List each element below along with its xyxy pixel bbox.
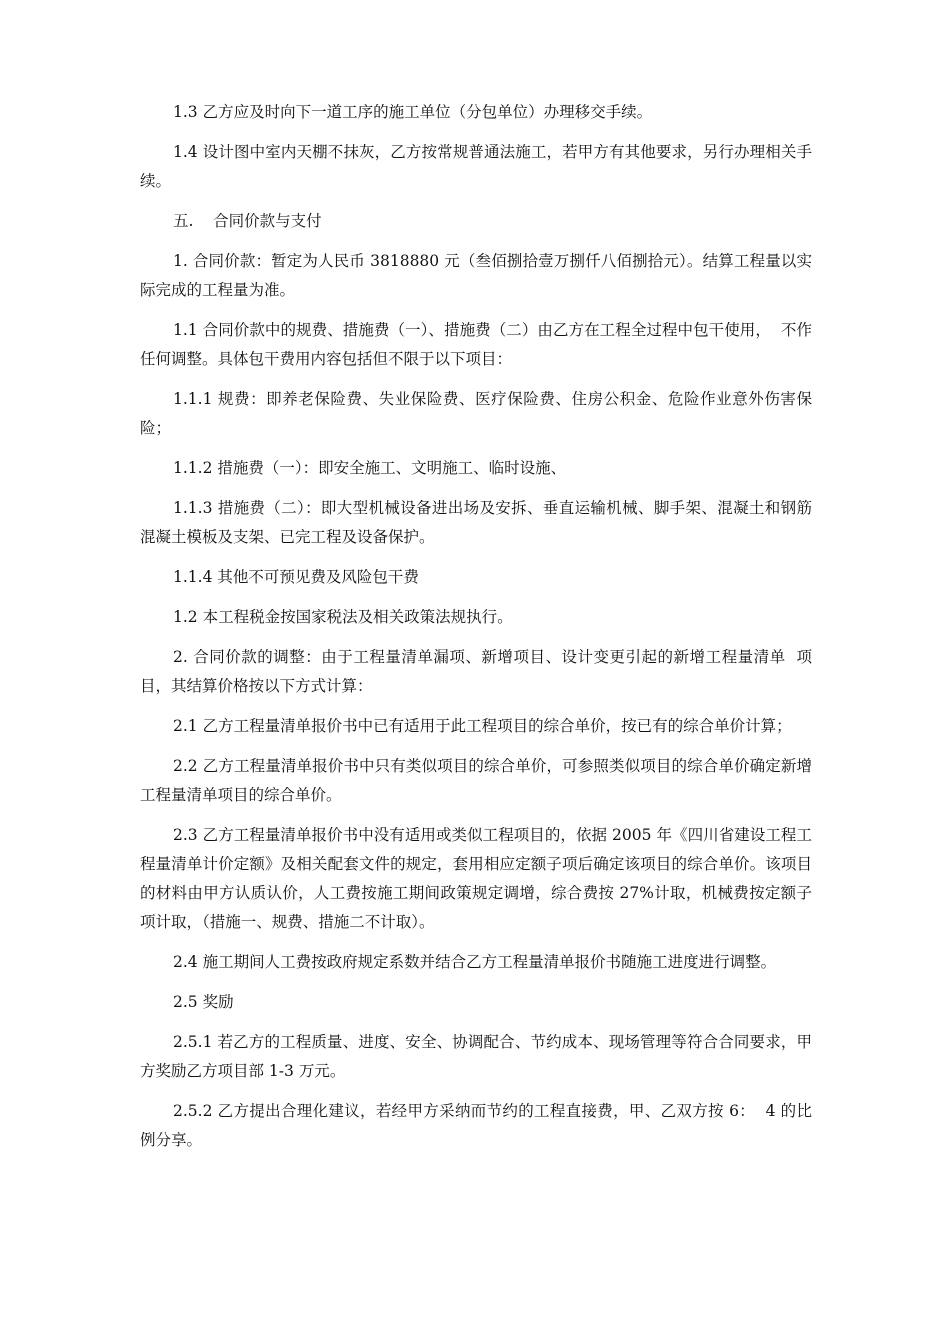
paragraph-1-1-4: 1.1.4 其他不可预见费及风险包干费 (173, 568, 419, 586)
section-heading-5: 五. 合同价款与支付 (173, 212, 322, 230)
paragraph-1-1-1: 1.1.1 规费：即养老保险费、失业保险费、医疗保险费、住房公积金、危险作业意外伤害保险； (140, 390, 812, 437)
paragraph-price-adjustment: 2. 合同价款的调整：由于工程量清单漏项、新增项目、设计变更引起的新增工程量清单 项目，其结算价格按以下方式计算： (140, 648, 812, 695)
paragraph-1-1: 1.1 合同价款中的规费、措施费（一）、措施费（二）由乙方在工程全过程中包干使用， 不作任何调整。具体包干费用内容包括但不限于以下项目： (140, 321, 812, 368)
paragraph-2-3: 2.3 乙方工程量清单报价书中没有适用或类似工程项目的，依据 2005 年《四川省建设工程工程量清单计价定额》及相关配套文件的规定，套用相应定额子项后确定该项目的综合单价。该项目的材料由甲方认质认价，人工费按施工期间政策规定调增，综合费按 27%计取，机械费按定额子项计取，（措施一、规费、措施二不计取）。 (140, 826, 812, 931)
paragraph-2-5: 2.5 奖励 (173, 993, 234, 1011)
paragraph-1-1-3: 1.1.3 措施费（二）：即大型机械设备进出场及安拆、垂直运输机械、脚手架、混凝土和钢筋混凝土模板及支架、已完工程及设备保护。 (140, 499, 812, 546)
paragraph-1-4: 1.4 设计图中室内天棚不抹灰，乙方按常规普通法施工，若甲方有其他要求，另行办理相关手续。 (140, 143, 812, 190)
paragraph-2-5-1: 2.5.1 若乙方的工程质量、进度、安全、协调配合、节约成本、现场管理等符合合同要求，甲方奖励乙方项目部 1-3 万元。 (140, 1033, 812, 1080)
paragraph-contract-price: 1. 合同价款：暂定为人民币 3818880 元（叁佰捌拾壹万捌仟八佰捌拾元）。结算工程量以实际完成的工程量为准。 (140, 252, 812, 299)
paragraph-2-2: 2.2 乙方工程量清单报价书中只有类似项目的综合单价，可参照类似项目的综合单价确定新增工程量清单项目的综合单价。 (140, 757, 812, 804)
document-body (140, 98, 812, 1166)
paragraph-1-2: 1.2 本工程税金按国家税法及相关政策法规执行。 (173, 608, 513, 626)
paragraph-2-4: 2.4 施工期间人工费按政府规定系数并结合乙方工程量清单报价书随施工进度进行调整。 (173, 953, 777, 971)
paragraph-2-5-2: 2.5.2 乙方提出合理化建议，若经甲方采纳而节约的工程直接费，甲、乙双方按 6： 4 的比例分享。 (140, 1102, 812, 1149)
paragraph-1-3: 1.3 乙方应及时向下一道工序的施工单位（分包单位）办理移交手续。 (173, 103, 653, 121)
paragraph-2-1: 2.1 乙方工程量清单报价书中已有适用于此工程项目的综合单价，按已有的综合单价计算； (173, 717, 792, 735)
paragraph-1-1-2: 1.1.2 措施费（一）：即安全施工、文明施工、临时设施、 (173, 459, 567, 477)
